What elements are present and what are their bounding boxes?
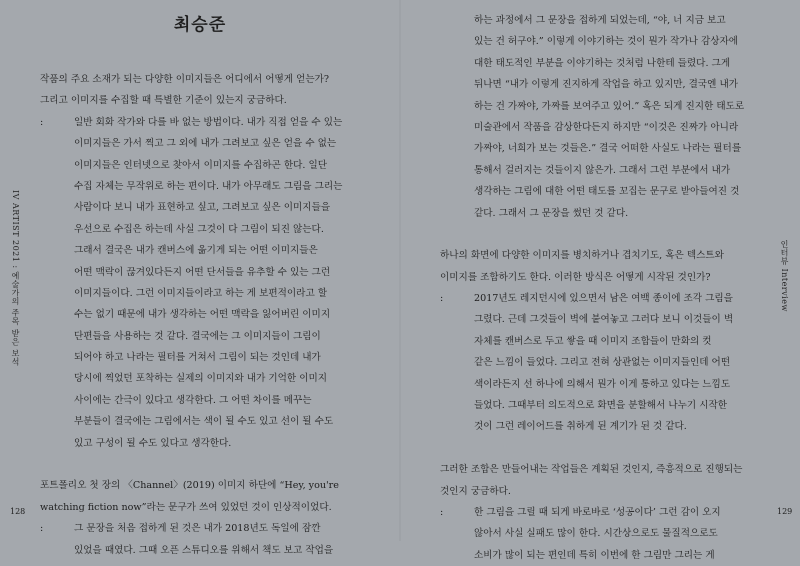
text-line: 단편들을 사용하는 것 같다. 결국에는 그 이미지들이 그림이: [74, 330, 321, 342]
paragraph-gap: [40, 454, 365, 475]
text-line: 일반 회화 작가와 다를 바 없는 방법이다. 내가 직접 얻을 수 있는: [74, 116, 343, 128]
text-line: 그러한 조합은 만들어내는 작업들은 계획된 것인지, 즉흥적으로 진행되는: [440, 464, 743, 476]
text-line: 그 문장을 처음 접하게 된 것은 내가 2018년도 독일에 잠깐: [74, 523, 321, 535]
paragraph-gap: [440, 438, 775, 459]
text-line: 포트폴리오 첫 장의 〈Channel〉(2019) 이미지 하단에 “Hey, you're: [40, 480, 339, 492]
page-number-left: 128: [10, 507, 26, 516]
text-line: 하는 건 가짜야, 가짜를 보여주고 있어.” 혹은 되게 진지한 태도로: [474, 100, 745, 112]
text-line: 않아서 사실 실패도 많이 한다. 시간상으로도 물질적으로도: [474, 528, 718, 540]
page-title: 최승준: [173, 15, 227, 35]
text-line: 수집 자체는 무작위로 하는 편이다. 내가 아무래도 그림을 그리는: [74, 180, 343, 192]
text-line: 색이라든지 선 하나에 의해서 뭔가 이게 통하고 있다는 느낌도: [474, 378, 731, 390]
text-line: 들었다. 그때부터 의도적으로 화면을 분할해서 나누기 시작한: [474, 400, 728, 412]
text-line: 부분들이 결국에는 그림에서는 색이 될 수도 있고 선이 될 수도: [74, 416, 334, 428]
text-line: 있는 건 허구야.” 이렇게 이야기하는 것이 뭔가 작가나 감상자에: [474, 36, 739, 48]
text-line: 하나의 화면에 다양한 이미지를 병치하거나 겹치기도, 혹은 텍스트와: [440, 250, 724, 262]
text-line: 그렸다. 근데 그것들이 벽에 붙여놓고 그러다 보니 이것들이 벽: [474, 314, 734, 326]
text-line: 사이에는 간극이 있다고 생각한다. 그 어떤 차이를 메꾸는: [74, 394, 312, 406]
running-header-right: 인터뷰 Interview: [780, 240, 789, 312]
text-line: 하는 과정에서 그 문장을 접하게 되었는데, “야, 너 지금 보고: [474, 15, 726, 26]
answer-2-continued: [440, 10, 775, 224]
text-line: 것이 그런 레이어드를 취하게 된 계기가 된 것 같다.: [474, 421, 687, 433]
text-line: 자체를 캔버스로 두고 쌓을 때 이미지 조합들이 만화의 컷: [474, 335, 712, 347]
running-header-left: IV ARTIST 2021 : 예술가의 주목 받은 보석: [11, 190, 20, 366]
text-line: 있었을 때였다. 그때 오픈 스튜디오를 위해서 책도 보고 작업을: [74, 544, 334, 556]
text-line: 뒤나면 “내가 이렇게 진지하게 작업을 하고 있지만, 결국엔 내가: [474, 79, 739, 91]
text-line: 미술관에서 작품을 감상한다든지 하지만 “이것은 진짜가 아니라: [474, 121, 739, 133]
left-column: [40, 69, 365, 561]
text-line: 것인지 궁금하다.: [440, 485, 511, 497]
text-line: 수는 없기 때문에 내가 생각하는 어떤 맥락을 잃어버린 이미지: [74, 309, 331, 321]
text-line: 한 그림을 그릴 때 되게 바로바로 ‘성공이다’ 그런 감이 오지: [474, 506, 721, 518]
answer-4: [440, 502, 775, 566]
question-2: [40, 475, 365, 518]
text-line: 사람이다 보니 내가 표현하고 싶고, 그려보고 싶은 이미지들을: [74, 202, 331, 214]
text-line: 되어야 하고 나라는 필터를 거쳐서 그림이 되는 것인데 내가: [74, 352, 321, 364]
text-line: 같다. 그래서 그 문장을 썼던 것 같다.: [474, 207, 629, 219]
text-line: 통해서 걸러지는 것들이지 않은가. 그래서 그런 부분에서 내가: [474, 164, 731, 176]
text-line: 그리고 이미지를 수집할 때 특별한 기준이 있는지 궁금하다.: [40, 95, 287, 107]
text-line: 우선으로 수집은 하는데 사실 그것이 다 그림이 되진 않는다.: [74, 223, 324, 235]
text-line: 이미지들이다. 그런 이미지들이라고 하는 게 보편적이라고 할: [74, 287, 328, 299]
text-line: 생각하는 그림에 대한 어떤 태도를 꼬집는 문구로 받아들여진 것: [474, 186, 740, 198]
text-line: 그래서 결국은 내가 캔버스에 옮기게 되는 어떤 이미지들은: [74, 245, 318, 257]
page-number-right: 129: [777, 507, 793, 516]
text-line: 이미지를 조합하기도 한다. 이러한 방식은 어떻게 시작된 것인가?: [440, 271, 711, 283]
text-line: 대한 태도적인 부분을 이야기하는 것처럼 나한테 들렸다. 그게: [474, 57, 731, 69]
text-line: 이미지들은 인터넷으로 찾아서 이미지를 수집하곤 한다. 일단: [74, 159, 328, 171]
text-line: 어떤 맥락이 끊겨있다든지 어떤 단서들을 유추할 수 있는 그런: [74, 266, 331, 278]
answer-3: [440, 288, 775, 438]
text-line: 2017년도 레지던시에 있으면서 남은 여백 종이에 조각 그림을: [474, 293, 733, 305]
text-line: watching fiction now”라는 문구가 쓰여 있었던 것이 인상적이었다.: [40, 501, 332, 513]
text-line: 작품의 주요 소재가 되는 다양한 이미지들은 어디에서 어떻게 얻는가?: [40, 74, 330, 85]
answer-2: [40, 518, 365, 561]
right-page: [400, 0, 800, 561]
answer-marker: :: [40, 523, 44, 535]
text-line: 당시에 찍었던 포착하는 실제의 이미지와 내가 기억한 이미지: [74, 373, 328, 385]
answer-marker: :: [440, 293, 444, 305]
question-4: [440, 459, 775, 502]
answer-marker: :: [440, 506, 444, 518]
paragraph-gap: [440, 224, 775, 245]
text-line: 이미지들은 가서 찍고 그 외에 내가 그려보고 싶은 얻을 수 없는: [74, 138, 337, 150]
text-line: 가짜야, 너희가 보는 것들은.” 결국 어떠한 사실도 나라는 필터를: [474, 143, 742, 155]
answer-marker: :: [40, 116, 44, 128]
text-line: 같은 느낌이 들었다. 그리고 전혀 상관없는 이미지들인데 어떤: [474, 357, 731, 369]
text-line: 소비가 많이 되는 편인데 특히 이번에 한 그림만 그리는 게: [474, 549, 715, 561]
answer-1: [40, 112, 365, 454]
text-line: 있고 구성이 될 수도 있다고 생각한다.: [74, 437, 232, 449]
question-3: [440, 245, 775, 288]
left-page: [0, 0, 400, 556]
question-1: [40, 69, 365, 112]
right-column: [440, 10, 775, 566]
